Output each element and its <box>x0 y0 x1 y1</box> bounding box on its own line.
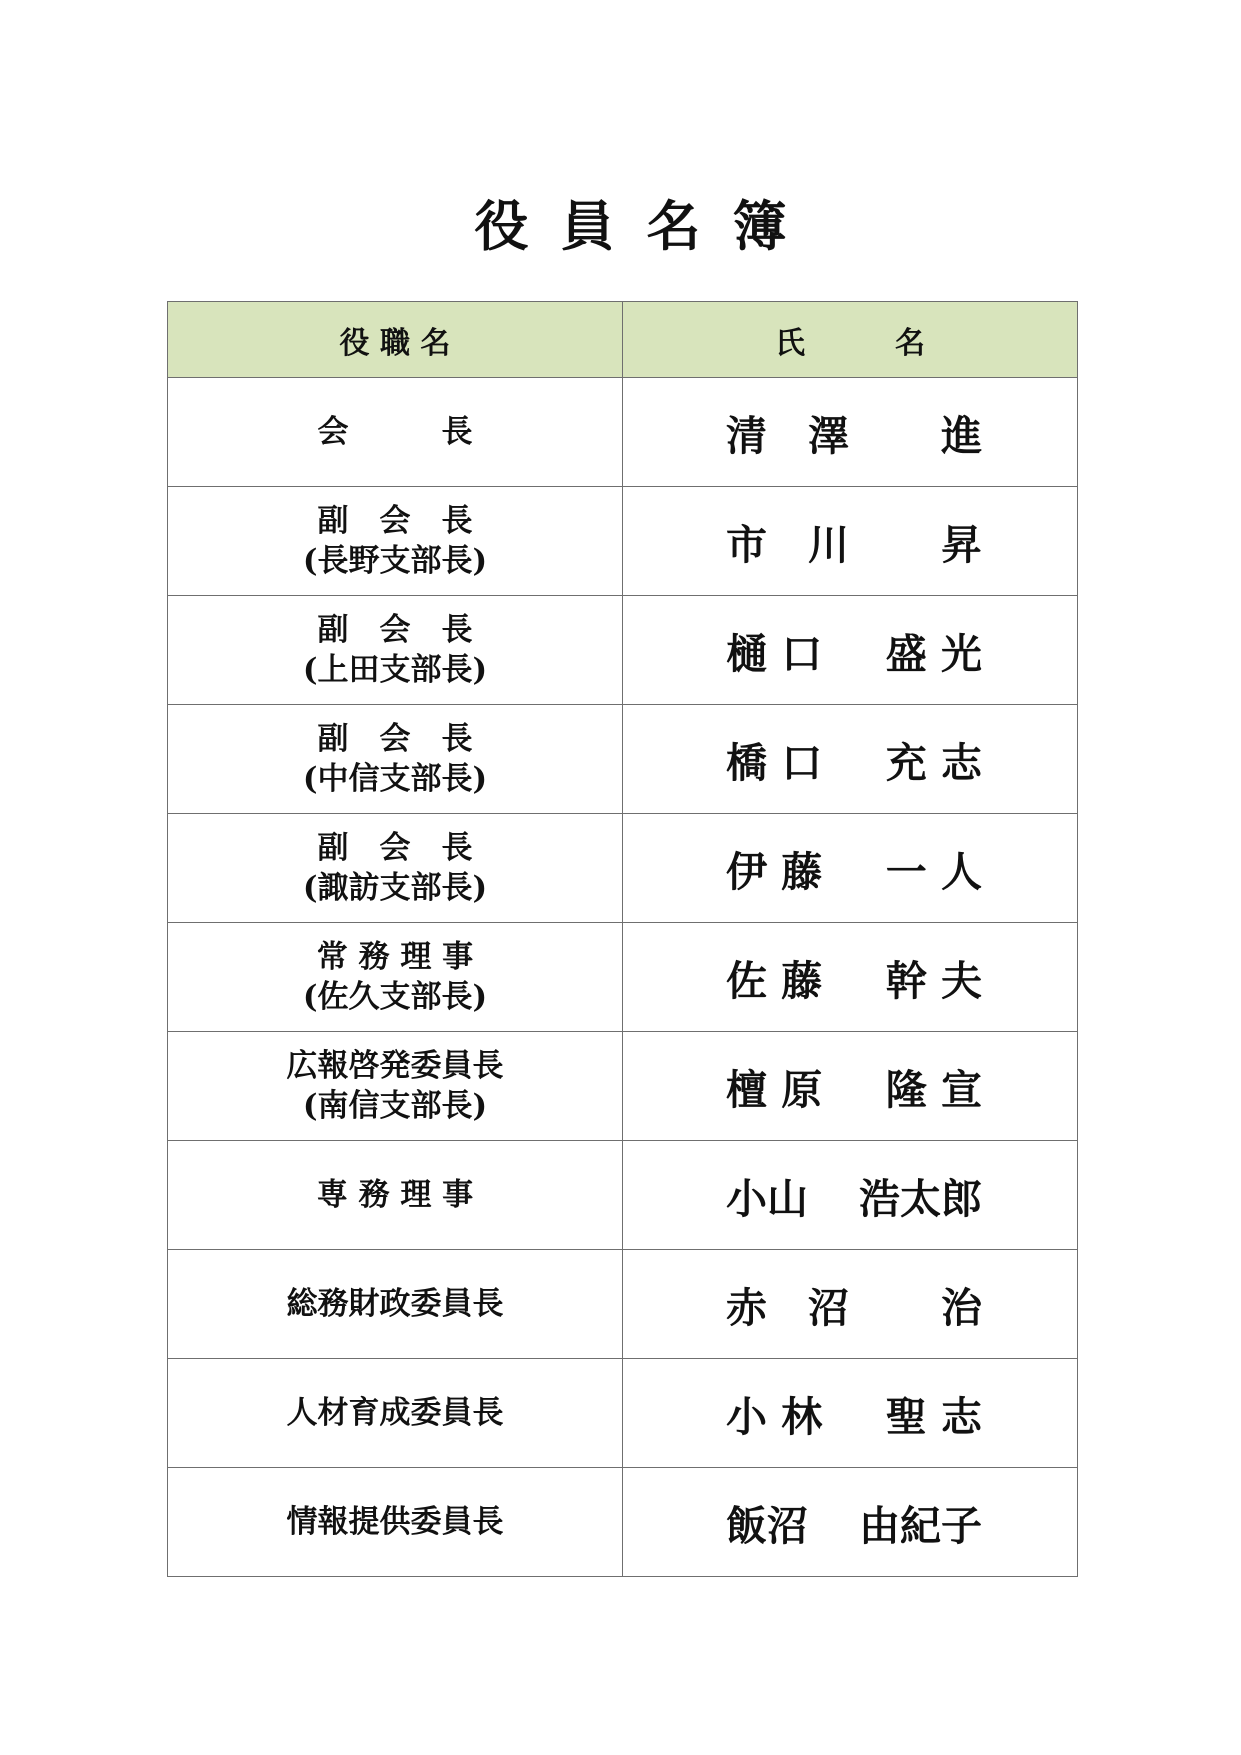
position-title <box>168 718 622 800</box>
given-name: 由紀子 <box>859 1501 982 1550</box>
family-name: 小山 <box>726 1174 808 1223</box>
page-title <box>0 186 1241 266</box>
table-row <box>168 1032 1078 1141</box>
position-label: 副 会 長 <box>317 721 473 757</box>
officer-name <box>623 1141 1077 1249</box>
header-name: 氏 名 <box>623 302 1078 378</box>
position-title <box>168 1392 622 1434</box>
table-row <box>168 378 1078 487</box>
position-cell <box>168 1468 623 1577</box>
family-name: 小 林 <box>726 1392 823 1441</box>
given-name: 聖 志 <box>885 1392 982 1441</box>
position-cell <box>168 596 623 705</box>
table-row <box>168 814 1078 923</box>
family-name: 佐 藤 <box>726 956 823 1005</box>
branch-label: (佐久支部長) <box>302 979 488 1015</box>
officer-name <box>623 814 1077 922</box>
officer-name <box>623 923 1077 1031</box>
family-name: 飯沼 <box>726 1501 808 1550</box>
family-name: 市 川 <box>726 520 849 569</box>
position-title <box>168 1501 622 1543</box>
branch-label: (諏訪支部長) <box>302 870 488 906</box>
page-title-char: 員 <box>560 194 615 259</box>
name-cell <box>623 1032 1078 1141</box>
position-cell <box>168 1141 623 1250</box>
officer-name <box>623 596 1077 704</box>
officer-name <box>623 1468 1077 1576</box>
table-row <box>168 596 1078 705</box>
officer-name <box>623 1359 1077 1467</box>
table-row <box>168 1359 1078 1468</box>
officer-name <box>623 378 1077 486</box>
position-cell <box>168 487 623 596</box>
position-label: 広報啓発委員長 <box>286 1048 504 1084</box>
position-cell <box>168 1032 623 1141</box>
position-label: 副 会 長 <box>317 612 473 648</box>
position-cell <box>168 378 623 487</box>
given-name: 治 <box>941 1283 982 1332</box>
position-cell <box>168 1359 623 1468</box>
position-title <box>168 609 622 691</box>
given-name: 浩太郎 <box>859 1174 982 1223</box>
name-cell <box>623 1468 1078 1577</box>
officer-name <box>623 487 1077 595</box>
family-name: 樋 口 <box>726 629 823 678</box>
given-name: 幹 夫 <box>885 956 982 1005</box>
page-title-char: 役 <box>474 194 529 259</box>
family-name: 清 澤 <box>726 411 849 460</box>
officer-name <box>623 1032 1077 1140</box>
name-cell <box>623 923 1078 1032</box>
officer-roster-table <box>167 301 1078 1577</box>
position-label: 会 長 <box>317 414 473 450</box>
position-label: 専 務 理 事 <box>316 1177 474 1213</box>
branch-label: (上田支部長) <box>302 652 488 688</box>
position-title <box>168 827 622 909</box>
name-cell <box>623 596 1078 705</box>
position-cell <box>168 814 623 923</box>
given-name: 盛 光 <box>885 629 982 678</box>
family-name: 橋 口 <box>726 738 823 787</box>
name-cell <box>623 487 1078 596</box>
position-label: 人材育成委員長 <box>286 1395 504 1431</box>
position-title <box>168 1174 622 1216</box>
name-cell <box>623 1359 1078 1468</box>
table-row <box>168 1468 1078 1577</box>
name-cell <box>623 378 1078 487</box>
position-label: 総務財政委員長 <box>286 1286 504 1322</box>
table-row <box>168 487 1078 596</box>
position-cell <box>168 923 623 1032</box>
position-label: 常 務 理 事 <box>316 939 474 975</box>
name-cell <box>623 814 1078 923</box>
officer-name <box>623 705 1077 813</box>
given-name: 一 人 <box>885 847 982 896</box>
given-name: 進 <box>941 411 982 460</box>
position-title <box>168 411 622 453</box>
roster-body <box>168 378 1078 1577</box>
position-title <box>168 1045 622 1127</box>
table-row <box>168 705 1078 814</box>
given-name: 充 志 <box>885 738 982 787</box>
table-row <box>168 1141 1078 1250</box>
position-title <box>168 1283 622 1325</box>
officer-name <box>623 1250 1077 1358</box>
given-name: 隆 宣 <box>885 1065 982 1114</box>
family-name: 檀 原 <box>726 1065 823 1114</box>
branch-label: (長野支部長) <box>302 543 488 579</box>
name-cell <box>623 1250 1078 1359</box>
table-header-row <box>168 302 1078 378</box>
branch-label: (南信支部長) <box>302 1088 488 1124</box>
name-cell <box>623 705 1078 814</box>
table-row <box>168 1250 1078 1359</box>
position-label: 副 会 長 <box>317 503 473 539</box>
position-title <box>168 936 622 1018</box>
position-label: 情報提供委員長 <box>286 1504 504 1540</box>
page-title-char: 名 <box>646 194 701 259</box>
branch-label: (中信支部長) <box>302 761 488 797</box>
page-title-char: 簿 <box>732 194 787 259</box>
family-name: 伊 藤 <box>726 847 823 896</box>
family-name: 赤 沼 <box>726 1283 849 1332</box>
position-title <box>168 500 622 582</box>
name-cell <box>623 1141 1078 1250</box>
position-label: 副 会 長 <box>317 830 473 866</box>
table-row <box>168 923 1078 1032</box>
position-cell <box>168 705 623 814</box>
given-name: 昇 <box>941 520 982 569</box>
position-cell <box>168 1250 623 1359</box>
header-position: 役 職 名 <box>168 302 623 378</box>
